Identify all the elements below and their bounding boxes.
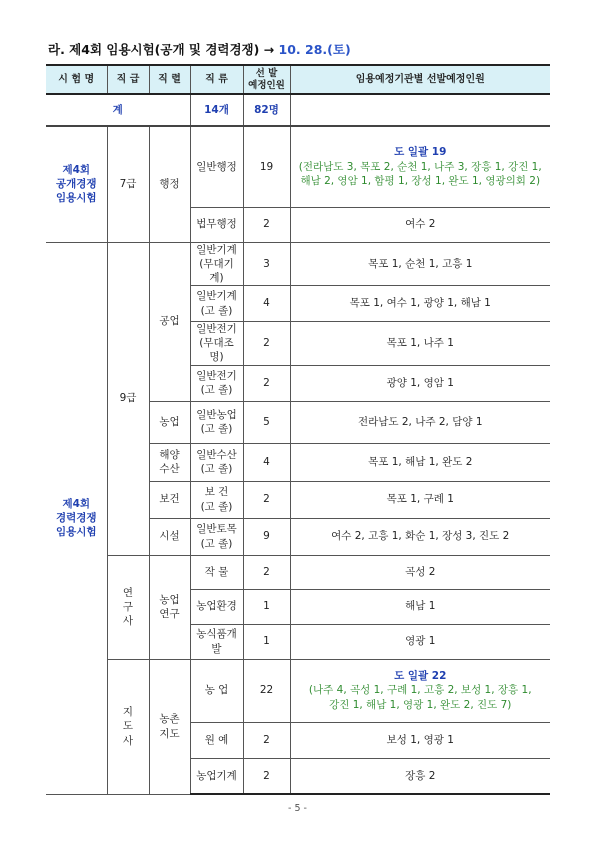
count-cell: 3 xyxy=(243,242,290,286)
count-cell: 2 xyxy=(243,481,290,518)
header-series: 직 렬 xyxy=(149,65,190,94)
table-header-row xyxy=(46,65,550,94)
count-cell: 19 xyxy=(243,126,290,207)
count-cell: 9 xyxy=(243,518,290,555)
track-cell: 농 업 xyxy=(190,659,243,722)
table-row xyxy=(46,659,550,722)
track-cell: 일반기계 (무대기계) xyxy=(190,242,243,286)
track-cell: 법무행정 xyxy=(190,207,243,242)
table-row xyxy=(46,555,550,589)
track-cell: 원 예 xyxy=(190,722,243,758)
count-cell: 22 xyxy=(243,659,290,722)
series-facilities: 시설 xyxy=(149,518,190,555)
exam-schedule-table xyxy=(46,64,550,795)
agency-cell: 곡성 2 xyxy=(290,555,550,589)
count-cell: 2 xyxy=(243,322,290,366)
agency-cell: 여수 2 xyxy=(290,207,550,242)
grade-9: 9급 xyxy=(107,242,149,555)
grade-researcher: 연 구 사 xyxy=(107,555,149,659)
track-cell: 일반전기 (고 졸) xyxy=(190,365,243,401)
header-track: 직 류 xyxy=(190,65,243,94)
count-cell: 1 xyxy=(243,624,290,659)
count-cell: 5 xyxy=(243,401,290,443)
table-row xyxy=(46,242,550,286)
agency-cell: 보성 1, 영광 1 xyxy=(290,722,550,758)
total-label: 계 xyxy=(46,94,190,126)
agency-cell: 목포 1, 나주 1 xyxy=(290,322,550,366)
count-cell: 2 xyxy=(243,365,290,401)
career-exam-group: 제4회 경력경쟁 임용시험 xyxy=(46,242,107,794)
track-cell: 일반수산 (고 졸) xyxy=(190,443,243,481)
track-cell: 일반전기 (무대조명) xyxy=(190,322,243,366)
count-cell: 2 xyxy=(243,207,290,242)
header-grade: 직 급 xyxy=(107,65,149,94)
grade-extension: 지 도 사 xyxy=(107,659,149,794)
count-cell: 4 xyxy=(243,286,290,322)
track-cell: 농업환경 xyxy=(190,589,243,624)
heading-text: 라. 제4회 임용시험(공개 및 경력경쟁) → xyxy=(48,42,279,57)
agency-cell: 도 일괄 22 (나주 4, 곡성 1, 구례 1, 고흥 2, 보성 1, 장흥 1, 강진 1, 해남 1, 영광 1, 완도 2, 진도 7) xyxy=(290,659,550,722)
track-cell: 농식품개발 xyxy=(190,624,243,659)
agency-cell: 여수 2, 고흥 1, 화순 1, 장성 3, 진도 2 xyxy=(290,518,550,555)
count-cell: 2 xyxy=(243,722,290,758)
count-cell: 2 xyxy=(243,555,290,589)
open-exam-group: 제4회 공개경쟁 임용시험 xyxy=(46,126,107,242)
total-tracks: 14개 xyxy=(190,94,243,126)
count-cell: 2 xyxy=(243,758,290,794)
series-industry: 공업 xyxy=(149,242,190,401)
track-cell: 일반행정 xyxy=(190,126,243,207)
track-cell: 작 물 xyxy=(190,555,243,589)
total-people: 82명 xyxy=(243,94,290,126)
track-cell: 농업기계 xyxy=(190,758,243,794)
series-agriculture: 농업 xyxy=(149,401,190,443)
track-cell: 일반농업 (고 졸) xyxy=(190,401,243,443)
header-exam-name: 시 험 명 xyxy=(46,65,107,94)
agency-cell: 목포 1, 여수 1, 광양 1, 해남 1 xyxy=(290,286,550,322)
agency-cell: 영광 1 xyxy=(290,624,550,659)
series-ag-research: 농업 연구 xyxy=(149,555,190,659)
series-admin: 행정 xyxy=(149,126,190,242)
agency-cell: 도 일괄 19 (전라남도 3, 목포 2, 순천 1, 나주 3, 장흥 1, 강진 1, 해남 2, 영암 1, 함평 1, 장성 1, 완도 1, 영광의회 2) xyxy=(290,126,550,207)
track-cell: 보 건 (고 졸) xyxy=(190,481,243,518)
total-row xyxy=(46,94,550,126)
heading-date: 10. 28.(토) xyxy=(278,42,351,57)
page-number: - 5 - xyxy=(288,803,307,814)
agency-cell: 해남 1 xyxy=(290,589,550,624)
track-cell: 일반기계 (고 졸) xyxy=(190,286,243,322)
table-row xyxy=(46,126,550,207)
count-cell: 1 xyxy=(243,589,290,624)
agency-cell: 전라남도 2, 나주 2, 담양 1 xyxy=(290,401,550,443)
agency-cell: 목포 1, 구례 1 xyxy=(290,481,550,518)
agency-cell: 목포 1, 해남 1, 완도 2 xyxy=(290,443,550,481)
grade-7: 7급 xyxy=(107,126,149,242)
agency-cell: 목포 1, 순천 1, 고흥 1 xyxy=(290,242,550,286)
track-cell: 일반토목 (고 졸) xyxy=(190,518,243,555)
total-empty xyxy=(290,94,550,126)
header-planned-count: 선 발 예정인원 xyxy=(243,65,290,94)
section-heading xyxy=(48,40,351,58)
count-cell: 4 xyxy=(243,443,290,481)
series-fisheries: 해양 수산 xyxy=(149,443,190,481)
header-by-agency: 임용예정기관별 선발예정인원 xyxy=(290,65,550,94)
agency-cell: 장흥 2 xyxy=(290,758,550,794)
series-rural-guidance: 농촌 지도 xyxy=(149,659,190,794)
series-health: 보건 xyxy=(149,481,190,518)
agency-cell: 광양 1, 영암 1 xyxy=(290,365,550,401)
